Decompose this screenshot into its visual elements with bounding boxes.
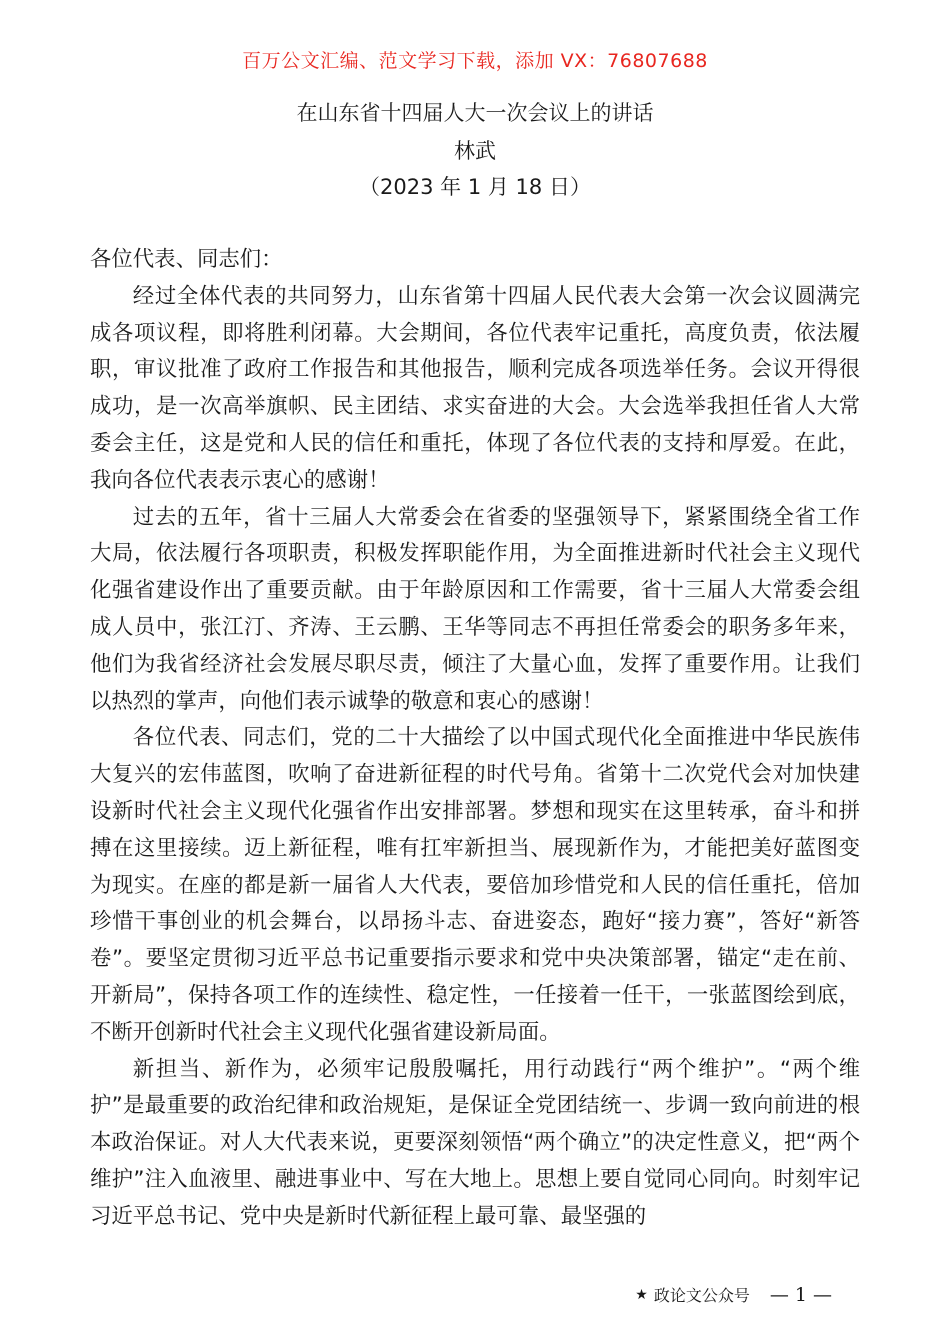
star-icon: ★ xyxy=(635,1286,648,1303)
paragraph-2: 过去的五年，省十三届人大常委会在省委的坚强领导下，紧紧围绕全省工作大局，依法履行各项职责，积极发挥职能作用，为全面推进新时代社会主义现代化强省建设作出了重要贡献。由于年龄原因和工作需要，省十三届人大常委会组成人员中，张江汀、齐涛、王云鹏、王华等同志不再担任常委会的职务多年来，他们为我省经济社会发展尽职尽责，倾注了大量心血，发挥了重要作用。让我们以热烈的掌声，向他们表示诚挚的敬意和衷心的感谢！ xyxy=(90,504,860,714)
page-footer xyxy=(635,1283,832,1306)
download-banner: 百万公文汇编、范文学习下载，添加 VX：76807688 xyxy=(242,50,708,72)
salutation: 各位代表、同志们： xyxy=(90,247,283,272)
speech-body xyxy=(90,242,860,1236)
paragraph-3: 各位代表、同志们，党的二十大描绘了以中国式现代化全面推进中华民族伟大复兴的宏伟蓝图，吹响了奋进新征程的时代号角。省第十二次党代会对加快建设新时代社会主义现代化强省作出安排部署。梦想和现实在这里转承，奋斗和拼搏在这里接续。迈上新征程，唯有扛牢新担当、展现新作为，才能把美好蓝图变为现实。在座的都是新一届省人大代表，要倍加珍惜党和人民的信任重托，倍加珍惜干事创业的机会舞台，以昂扬斗志、奋进姿态，跑好“接力赛”，答好“新答卷”。要坚定贯彻习近平总书记重要指示要求和党中央决策部署，锚定“走在前、开新局”，保持各项工作的连续性、稳定性，一任接着一任干，一张蓝图绘到底，不断开创新时代社会主义现代化强省建设新局面。 xyxy=(90,725,860,1045)
paragraph-1: 经过全体代表的共同努力，山东省第十四届人民代表大会第一次会议圆满完成各项议程，即将胜利闭幕。大会期间，各位代表牢记重托，高度负责，依法履职，审议批准了政府工作报告和其他报告，顺利完成各项选举任务。会议开得很成功，是一次高举旗帜、民主团结、求实奋进的大会。大会选举我担任省人大常委会主任，这是党和人民的信任和重托，体现了各位代表的支持和厚爱。在此，我向各位代表表示衷心的感谢！ xyxy=(90,283,860,493)
speech-date: （2023 年 1 月 18 日） xyxy=(359,175,591,199)
footer-source: 政论文公众号 xyxy=(653,1286,750,1305)
speech-title: 在山东省十四届人大一次会议上的讲话 xyxy=(296,101,654,125)
speech-author: 林武 xyxy=(454,139,496,163)
page-number: — 1 — xyxy=(769,1283,832,1306)
paragraph-4: 新担当、新作为，必须牢记殷殷嘱托，用行动践行“两个维护”。“两个维护”是最重要的政治纪律和政治规矩，是保证全党团结统一、步调一致向前进的根本政治保证。对人大代表来说，更要深刻领悟“两个确立”的决定性意义，把“两个维护”注入血液里、融进事业中、写在大地上。思想上要自觉同心同向。时刻牢记习近平总书记、党中央是新时代新征程上最可靠、最坚强的 xyxy=(90,1056,860,1229)
